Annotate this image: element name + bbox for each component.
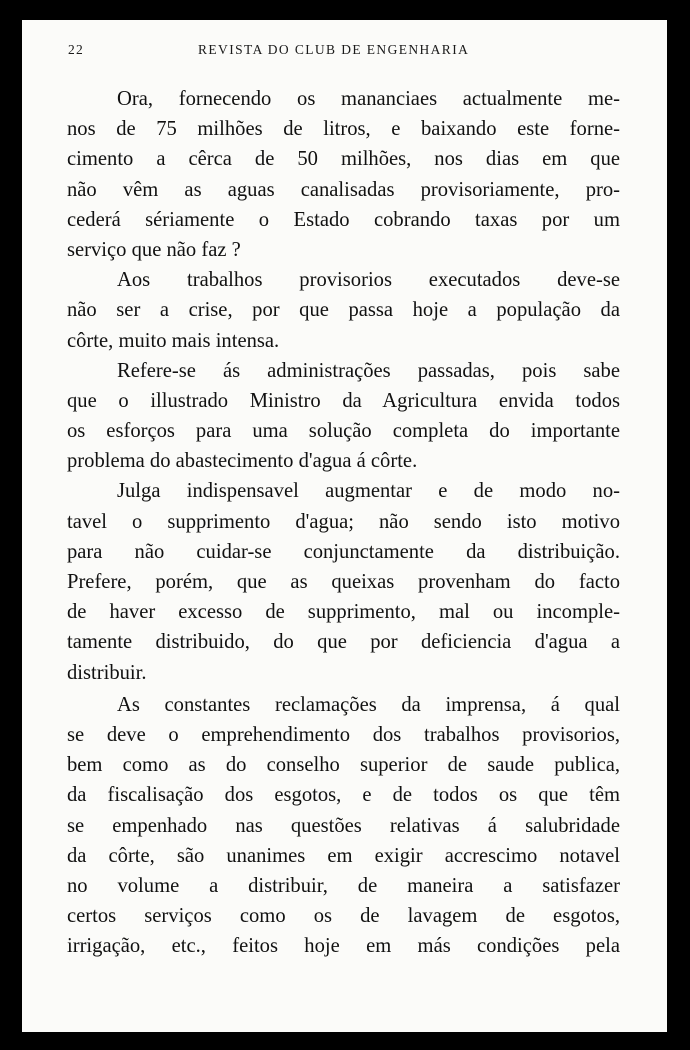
paragraph-3 xyxy=(67,356,620,477)
text-line: os esforços para uma solução completa do importante xyxy=(67,420,620,443)
text-line: nos de 75 milhões de litros, e baixando este forne- xyxy=(67,118,620,141)
text-line: Refere-se ás administrações passadas, pois sabe xyxy=(117,359,620,382)
text-line: se deve o emprehendimento dos trabalhos provisorios, xyxy=(67,723,620,746)
text-line: que o illustrado Ministro da Agricultura envida todos xyxy=(67,389,620,412)
text-line: para não cuidar-se conjunctamente da distribuição. xyxy=(67,540,620,563)
text-line: da fiscalisação dos esgotos, e de todos os que têm xyxy=(67,784,620,807)
text-line: tamente distribuido, do que por deficiencia d'agua a xyxy=(67,631,620,654)
paragraph-1 xyxy=(67,84,620,265)
text-line: serviço que não faz ? xyxy=(67,238,241,261)
text-line: bem como as do conselho superior de saude publica, xyxy=(67,754,620,777)
text-line: cimento a cêrca de 50 milhões, nos dias em que xyxy=(67,148,620,171)
text-line: cederá sériamente o Estado cobrando taxas por um xyxy=(67,208,620,231)
book-page xyxy=(22,20,667,1032)
paragraph-2 xyxy=(67,265,620,356)
text-line: côrte, muito mais intensa. xyxy=(67,329,280,352)
text-line: de haver excesso de supprimento, mal ou incomple- xyxy=(67,601,620,624)
page-number: 22 xyxy=(68,42,84,57)
text-line: tavel o supprimento d'agua; não sendo isto motivo xyxy=(67,510,620,533)
text-line: Aos trabalhos provisorios executados deve-se xyxy=(117,269,620,292)
text-line: Julga indispensavel augmentar e de modo no- xyxy=(117,480,620,503)
paragraph-4 xyxy=(67,476,620,687)
text-line: As constantes reclamações da imprensa, á qual xyxy=(117,693,620,716)
text-line: não vêm as aguas canalisadas provisoriamente, pro- xyxy=(67,178,620,201)
text-line: Ora, fornecendo os mananciaes actualmente me- xyxy=(117,88,620,110)
text-line: Prefere, porém, que as queixas provenham do facto xyxy=(67,571,620,593)
text-line: certos serviços como os de lavagem de esgotos, xyxy=(67,905,620,928)
text-line: da côrte, são unanimes em exigir accrescimo notavel xyxy=(67,844,620,867)
text-line: não ser a crise, por que passa hoje a população da xyxy=(67,299,620,322)
body-text xyxy=(67,84,620,961)
text-line: no volume a distribuir, de maneira a satisfazer xyxy=(67,874,620,897)
text-line: problema do abastecimento d'agua á côrte. xyxy=(67,450,418,473)
text-line: irrigação, etc., feitos hoje em más condições pela xyxy=(67,935,620,958)
running-head xyxy=(68,42,627,62)
text-line: distribuir. xyxy=(67,661,147,684)
text-line: se empenhado nas questões relativas á salubridade xyxy=(67,814,620,837)
journal-title: REVISTA DO CLUB DE ENGENHARIA xyxy=(198,42,470,57)
paragraph-5 xyxy=(67,690,620,962)
